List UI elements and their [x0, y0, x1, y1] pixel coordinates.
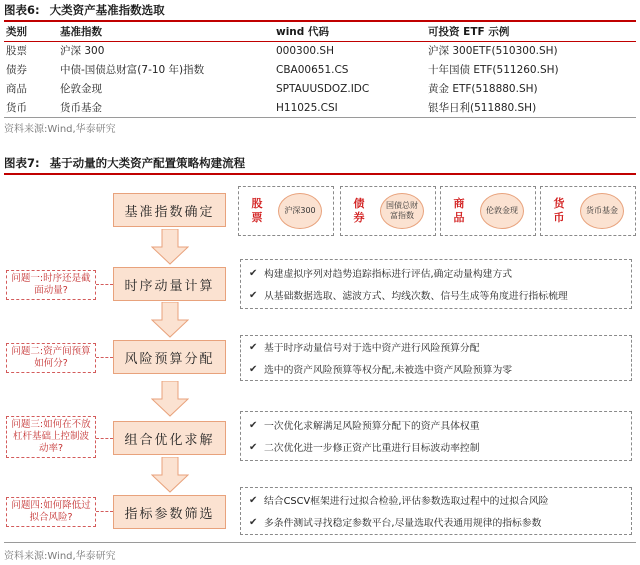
asset-box-bond — [340, 186, 436, 236]
fig6-title — [4, 1, 165, 19]
table-row — [4, 60, 636, 79]
asset-index: 国债总财富指数 — [380, 193, 424, 229]
fig6-label: 图表6: — [4, 3, 40, 17]
check-icon: ✔ — [249, 516, 258, 528]
detail-item: ✔ 从基础数据选取、滤波方式、均线次数、信号生成等角度进行指标梳理 — [249, 289, 568, 302]
down-arrow-icon — [151, 457, 189, 493]
fig6-header-rule — [4, 41, 636, 42]
check-icon: ✔ — [249, 441, 258, 453]
question-box-2: 问题二:资产间预算如何分? — [6, 343, 96, 373]
table-cell: 货币基金 — [60, 102, 102, 114]
table-cell: SPTAUUSDOZ.IDC — [276, 82, 370, 95]
flow-step-optimize: 组合优化求解 — [113, 421, 226, 455]
question-connector — [96, 511, 113, 512]
fig7-title — [4, 154, 245, 172]
asset-name: 股票 — [251, 197, 263, 224]
table-cell: 000300.SH — [276, 44, 334, 57]
flow-step-parameter: 指标参数筛选 — [113, 495, 226, 529]
table-cell: 伦敦金现 — [60, 83, 102, 95]
table-cell: 沪深 300ETF(510300.SH) — [428, 45, 558, 57]
asset-name: 货币 — [553, 197, 565, 224]
col-header: 可投资 ETF 示例 — [428, 26, 510, 38]
check-icon: ✔ — [249, 267, 258, 279]
table-cell: 股票 — [6, 45, 27, 57]
detail-item: ✔ 构建虚拟序列对趋势追踪指标进行评估,确定动量构建方式 — [249, 267, 513, 280]
detail-item: ✔ 多条件测试寻找稳定参数平台,尽量选取代表通用规律的指标参数 — [249, 516, 542, 529]
question-connector — [96, 357, 113, 358]
asset-box-commodity — [440, 186, 536, 236]
asset-name: 债券 — [353, 197, 365, 224]
fig7-top-rule — [4, 173, 636, 175]
asset-index: 货币基金 — [580, 193, 624, 229]
flow-step-momentum: 时序动量计算 — [113, 267, 226, 301]
detail-box-momentum — [240, 259, 632, 309]
table-cell: CBA00651.CS — [276, 63, 349, 76]
detail-item: ✔ 二次优化进一步修正资产比重进行目标波动率控制 — [249, 441, 480, 454]
fig6-source: 资料来源:Wind,华泰研究 — [4, 124, 116, 135]
check-icon: ✔ — [249, 363, 258, 375]
fig7-label: 图表7: — [4, 156, 40, 170]
table-cell: 黄金 ETF(518880.SH) — [428, 83, 538, 95]
down-arrow-icon — [151, 229, 189, 265]
table-cell: H11025.CSI — [276, 101, 338, 114]
detail-item: ✔ 一次优化求解满足风险预算分配下的资产具体权重 — [249, 419, 480, 432]
check-icon: ✔ — [249, 341, 258, 353]
table-row — [4, 98, 636, 117]
down-arrow-icon — [151, 381, 189, 417]
fig6-heading: 大类资产基准指数选取 — [49, 3, 165, 17]
check-icon: ✔ — [249, 289, 258, 301]
table-cell: 银华日利(511880.SH) — [428, 102, 537, 114]
flow-step-benchmark: 基准指数确定 — [113, 193, 226, 227]
question-connector — [96, 284, 113, 285]
question-connector — [96, 438, 113, 439]
flow-step-risk-budget: 风险预算分配 — [113, 340, 226, 374]
col-header: 基准指数 — [60, 26, 102, 38]
asset-index: 伦敦金现 — [480, 193, 524, 229]
table-cell: 十年国债 ETF(511260.SH) — [428, 64, 559, 76]
table-cell: 中债-国债总财富(7-10 年)指数 — [60, 64, 205, 76]
detail-item: ✔ 结合CSCV框架进行过拟合检验,评估参数选取过程中的过拟合风险 — [249, 494, 549, 507]
asset-name: 商品 — [453, 197, 465, 224]
table-cell: 债券 — [6, 64, 27, 76]
table-cell: 商品 — [6, 83, 27, 95]
col-header: 类别 — [6, 26, 27, 38]
detail-box-parameter — [240, 487, 632, 535]
detail-item: ✔ 基于时序动量信号对于选中资产进行风险预算分配 — [249, 341, 480, 354]
question-box-3: 问题三:如何在不放杠杆基础上控制波动率? — [6, 416, 96, 458]
detail-box-risk-budget — [240, 335, 632, 381]
detail-item: ✔ 选中的资产风险预算等权分配,未被选中资产风险预算为零 — [249, 363, 513, 376]
question-box-4: 问题四:如何降低过拟合风险? — [6, 497, 96, 527]
down-arrow-icon — [151, 302, 189, 338]
check-icon: ✔ — [249, 419, 258, 431]
fig7-bottom-rule — [4, 542, 636, 543]
fig7-heading: 基于动量的大类资产配置策略构建流程 — [49, 156, 246, 170]
table-row — [4, 41, 636, 60]
asset-box-money — [540, 186, 636, 236]
asset-box-stock — [238, 186, 334, 236]
asset-index: 沪深300 — [278, 193, 322, 229]
index-table — [4, 22, 636, 117]
table-row — [4, 79, 636, 98]
question-box-1: 问题一:时序还是截面动量? — [6, 270, 96, 300]
table-header-row — [4, 22, 636, 41]
col-header: wind 代码 — [276, 26, 329, 38]
check-icon: ✔ — [249, 494, 258, 506]
fig6-bottom-rule — [4, 117, 636, 118]
table-cell: 沪深 300 — [60, 45, 105, 57]
detail-box-optimize — [240, 411, 632, 461]
fig7-source: 资料来源:Wind,华泰研究 — [4, 551, 116, 562]
table-cell: 货币 — [6, 102, 27, 114]
